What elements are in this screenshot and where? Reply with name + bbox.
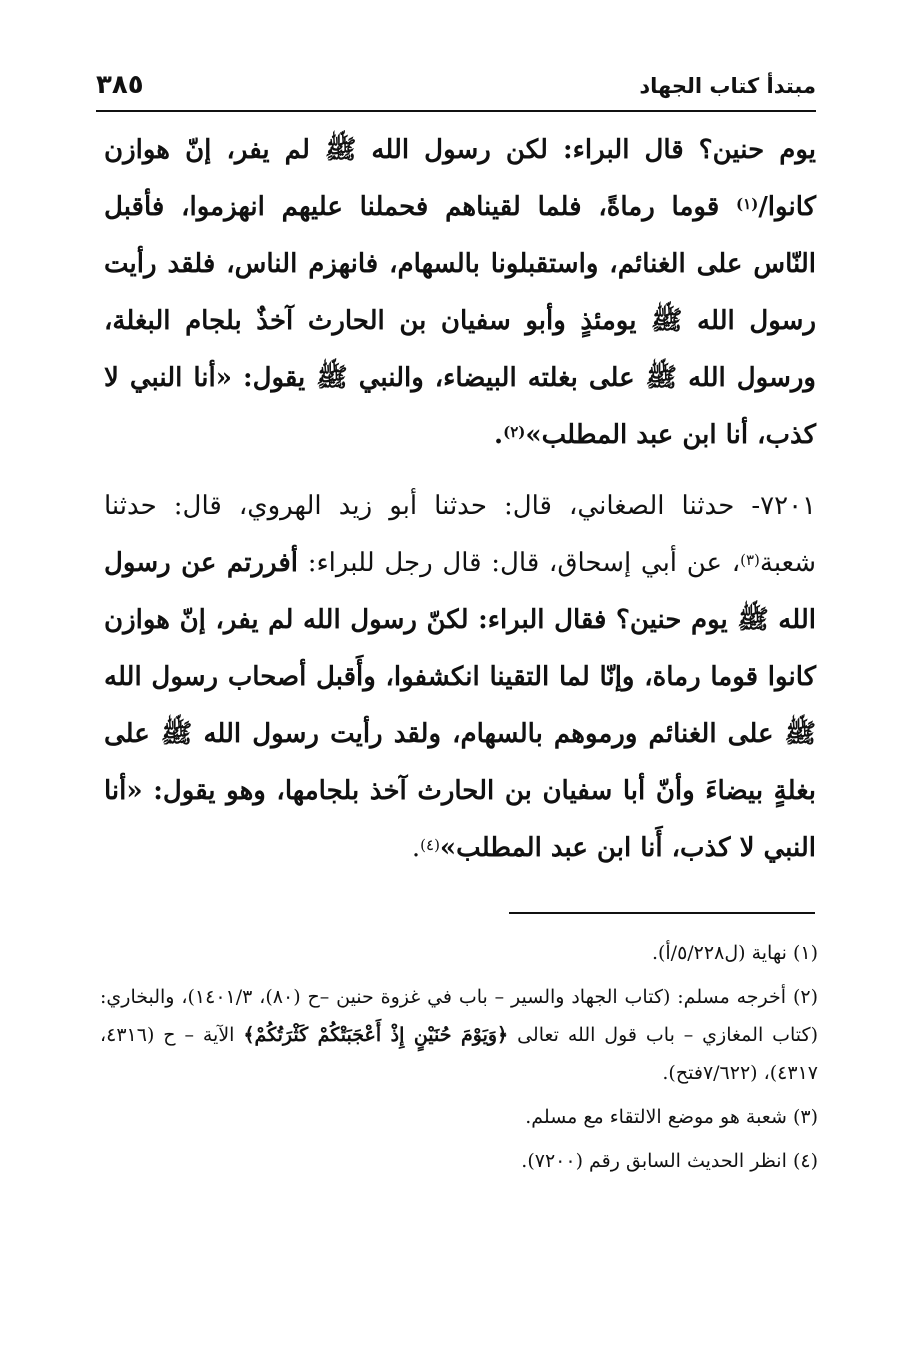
- paragraph-2: [104, 478, 816, 877]
- footnote-text: شعبة هو موضع الالتقاء مع مسلم.: [525, 1106, 787, 1128]
- footnotes: [100, 934, 818, 1186]
- paragraph-1-end: .: [494, 420, 504, 450]
- main-text: [104, 122, 816, 877]
- page-number: ٣٨٥: [96, 70, 144, 100]
- footnote-marker: (٤): [792, 1150, 818, 1172]
- footnote-text: أخرجه مسلم: (كتاب الجهاد والسير – باب في غزوة حنين –ح (٨٠)، ١٤٠١/٣)، والبخاري: (كتاب المغازي – باب قول الله تعالى: [100, 986, 818, 1046]
- hadith-matn: أفررتم عن رسول الله ﷺ يوم حنين؟ فقال البراء: لكنّ رسول الله لم يفر، إنّ هوازن كانوا قوما رماة، وإنّا لما التقينا انكشفوا، وأَقبل أصحاب رسول الله ﷺ على الغنائم ورموهم بالسهام، ولقد رأيت رسول الله ﷺ على بغلةٍ بيضاءَ وأنّ أبا سفيان بن الحارث آخذ بلجامها، وهو يقول: «أنا النبي لا كذب، أَنا ابن عبد المطلب»: [104, 548, 816, 863]
- paragraph-1-text: قوما رماةً، فلما لقيناهم فحملنا عليهم انهزموا، فأقبل النّاس على الغنائم، واستقبلونا بالسهام، فانهزم الناس، فلقد رأيت رسول الله ﷺ يومئذٍ وأبو سفيان بن الحارث آخذٌ بلجام البغلة، ورسول الله ﷺ على بغلته البيضاء، والنبي ﷺ يقول: «أنا النبي لا كذب، أنا ابن عبد المطلب»: [104, 192, 816, 450]
- footnote-text-continued: الآية – ح (٤٣١٦، ٤٣١٧)، (٧/٦٢٢فتح).: [100, 1024, 818, 1084]
- footnote-text: نهاية (ل٥/٢٢٨/أ).: [651, 942, 787, 964]
- footnote-ref-2: (٢): [503, 423, 526, 441]
- paragraph-1-line1: يوم حنين؟ قال البراء: لكن رسول الله ﷺ لم يفر، إنّ هوازن كانوا/: [104, 135, 816, 222]
- footnote-marker: (١): [792, 942, 818, 964]
- footnote-text: انظر الحديث السابق رقم (٧٢٠٠).: [521, 1150, 787, 1172]
- running-title: مبتدأ كتاب الجهاد: [639, 74, 816, 98]
- footnote-separator: [509, 912, 815, 914]
- footnote-3: [100, 1098, 818, 1136]
- footnote-2: [100, 978, 818, 1092]
- quran-verse: ﴿وَيَوْمَ حُنَيْنٍ إِذْ أَعْجَبَتْكُمْ كَثْرَتُكُمْ﴾: [243, 1024, 509, 1046]
- header-rule: [96, 110, 816, 112]
- footnote-1: [100, 934, 818, 972]
- footnote-4: [100, 1142, 818, 1180]
- paragraph-2-end: .: [411, 833, 421, 863]
- footnote-ref-3: (٣): [740, 551, 760, 569]
- hadith-isnad-rest: ، عن أبي إسحاق، قال: قال رجل للبراء:: [298, 548, 741, 578]
- footnote-marker: (٢): [792, 986, 818, 1008]
- footnote-ref-1: (١): [736, 195, 759, 213]
- paragraph-1: [104, 122, 816, 464]
- footnote-ref-4: (٤): [420, 836, 440, 854]
- footnote-marker: (٣): [792, 1106, 818, 1128]
- hadith-isnad: ٧٢٠١- حدثنا الصغاني، قال: حدثنا أبو زيد الهروي، قال: حدثنا شعبة: [104, 491, 816, 578]
- page-header: [96, 70, 816, 106]
